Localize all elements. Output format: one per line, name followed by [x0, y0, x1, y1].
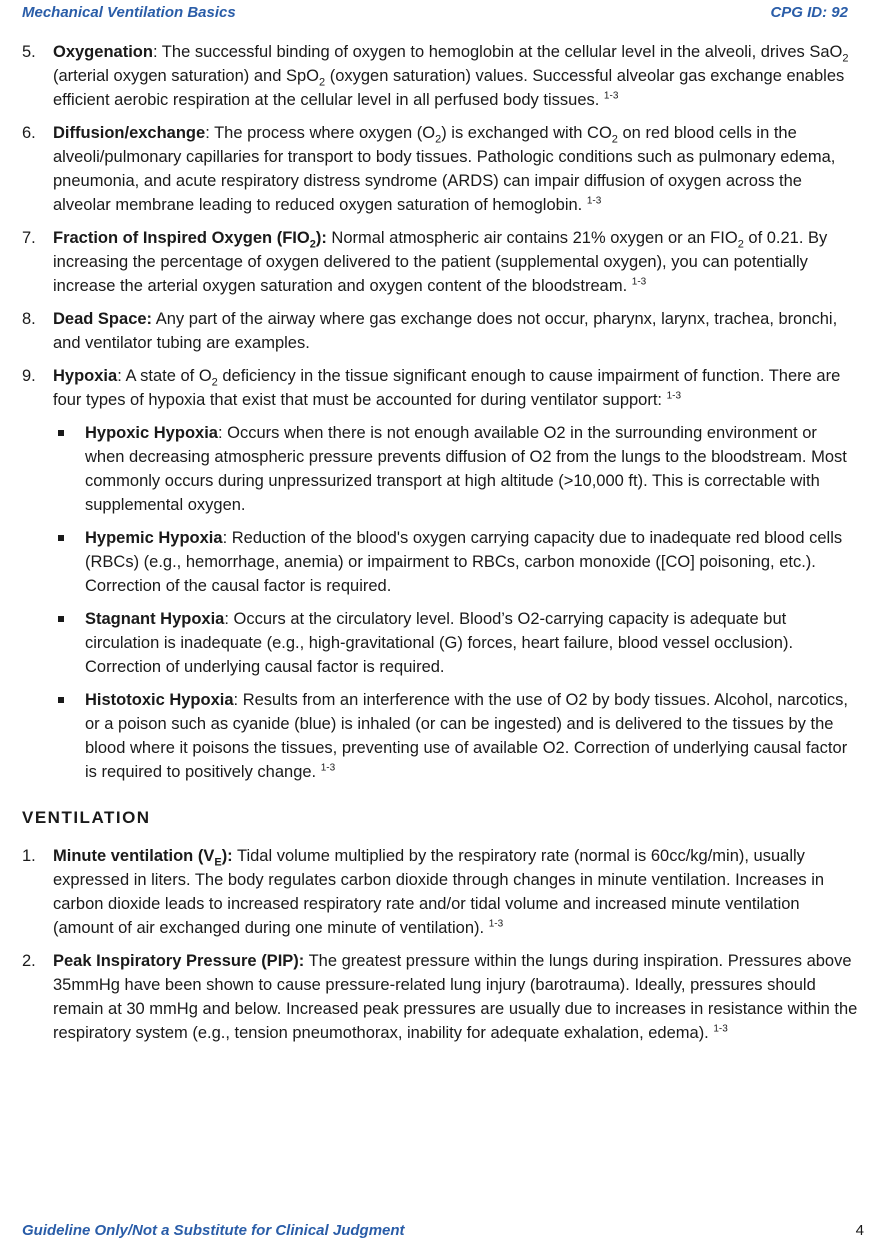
item-number: 6. — [22, 124, 36, 142]
item-number: 9. — [22, 367, 36, 385]
item-text: Oxygenation: The successful binding of oxygen to hemoglobin at the cellular level in the alveoli, drives SaO$_2$ (arterial oxygen saturation) and SpO$_2$ (oxygen saturation) values. Successful alveolar gas exchange enables efficient aerobic respiration at the cellular level in all perfused body tissues. $^{1-3}$ — [53, 43, 849, 109]
item-number: 2. — [22, 952, 36, 970]
bullet-item: Hypemic Hypoxia: Reduction of the blood's oxygen carrying capacity due to inadequate red blood cells (RBCs) (e.g., hemorrhage, anemia) or impairment to RBCs, carbon monoxide ([CO] poisoning, etc.). Correction of the causal factor is required. — [53, 526, 858, 598]
header-title: Mechanical Ventilation Basics — [22, 4, 236, 21]
item-term: Minute ventilation $(V_E)$: — [53, 847, 233, 869]
bullet-square-icon — [58, 535, 64, 541]
list-item — [22, 121, 858, 217]
item-text: Dead Space: Any part of the airway where gas exchange does not occur, pharynx, larynx, trachea, bronchi, and ventilator tubing are examples. — [53, 310, 838, 352]
list-item — [22, 40, 858, 112]
bullet-square-icon — [58, 616, 64, 622]
item-term: Peak Inspiratory Pressure (PIP): — [53, 952, 305, 970]
item-term: Oxygenation — [53, 43, 153, 61]
hypoxia-types-list — [53, 421, 858, 784]
section-title-ventilation: VENTILATION — [22, 808, 151, 827]
item-term: Dead Space: — [53, 310, 153, 328]
bullet-item: Histotoxic Hypoxia: Results from an interference with the use of O2 by body tissues. Alcohol, narcotics, or a poison such as cyanide (blue) is inhaled (or can be ingested) and is delivered to the tissues by the blood where it poisons the tissues, preventing use of available O2. Correction of underlying causal factor is required to positively change. $^{1-3}$ — [53, 688, 858, 784]
item-number: 1. — [22, 847, 36, 865]
item-text: Diffusion/exchange: The process where oxygen $(O_2)$ is exchanged with $CO_2$ on red blood cells in the alveoli/pulmonary capillaries for transport to body tissues. Pathologic conditions such as pulmonary edema, pneumonia, and acute respiratory distress syndrome (ARDS) can impair diffusion of oxygen across the alveolar membrane leading to reduced oxygen saturation of hemoglobin. $^{1-3}$ — [53, 124, 836, 214]
item-term: Diffusion/exchange — [53, 124, 206, 142]
definitions-list — [22, 40, 858, 784]
bullet-term: Hypemic Hypoxia — [85, 529, 223, 547]
list-item — [22, 364, 858, 784]
bullet-item: Hypoxic Hypoxia: Occurs when there is not enough available O2 in the surrounding environment or when decreasing atmospheric pressure prevents diffusion of O2 from the lungs to the bloodstream. Most commonly occurs during unpressurized transport at high altitude (>10,000 ft). This is correctable with supplemental oxygen. — [53, 421, 858, 517]
page-footer — [22, 1222, 864, 1244]
footer-note: Guideline Only/Not a Substitute for Clinical Judgment — [22, 1222, 405, 1239]
bullet-square-icon — [58, 430, 64, 436]
bullet-term: Stagnant Hypoxia — [85, 610, 225, 628]
list-item — [22, 844, 858, 940]
bullet-term: Hypoxic Hypoxia — [85, 424, 218, 442]
list-item — [22, 307, 858, 355]
item-term: Fraction of Inspired Oxygen $(FIO_2)$: — [53, 229, 327, 251]
header-cpg-id: CPG ID: 92 — [770, 4, 848, 21]
item-text: Hypoxia: A state of $O_2$ deficiency in the tissue significant enough to cause impairment of function. There are four types of hypoxia that exist that must be accounted for during ventilator support: $^{1-3}$ — [53, 367, 841, 409]
page-content — [22, 40, 858, 1054]
item-number: 7. — [22, 229, 36, 247]
list-item — [22, 949, 858, 1045]
item-text: Fraction of Inspired Oxygen $(FIO_2)$: Normal atmospheric air contains 21% oxygen or an $FIO_2$ of 0.21. By increasing the percentage of oxygen delivered to the patient (supplemental oxygen), you can potentially increase the arterial oxygen saturation and oxygen content of the bloodstream. $^{1-3}$ — [53, 229, 828, 295]
page-header — [22, 4, 848, 24]
item-text: Minute ventilation $(V_E)$: Tidal volume multiplied by the respiratory rate (normal is 60cc/kg/min), usually expressed in liters. The body regulates carbon dioxide through changes in minute ventilation. Increases in carbon dioxide leads to increased respiratory rate and/or tidal volume and increased minute ventilation (amount of air exchanged during one minute of ventilation). $^{1-3}$ — [53, 847, 825, 937]
list-item — [22, 226, 858, 298]
item-term: Hypoxia — [53, 367, 118, 385]
ventilation-list — [22, 844, 858, 1045]
bullet-item: Stagnant Hypoxia: Occurs at the circulatory level. Blood’s O2-carrying capacity is adequate but circulation is inadequate (e.g., high-gravitational (G) forces, heart failure, blood vessel occlusion). Correction of underlying causal factor is required. — [53, 607, 858, 679]
page-number: 4 — [855, 1222, 864, 1239]
item-number: 8. — [22, 310, 36, 328]
bullet-square-icon — [58, 697, 64, 703]
item-text: Peak Inspiratory Pressure (PIP): The greatest pressure within the lungs during inspiration. Pressures above 35mmHg have been shown to cause pressure-related lung injury (barotrauma). Ideally, pressures should remain at 30 mmHg and below. Increased peak pressures are usually due to increases in resistance within the respiratory system (e.g., tension pneumothorax, inability for adequate exhalation, edema). $^{1-3}$ — [53, 952, 858, 1042]
item-number: 5. — [22, 43, 36, 61]
bullet-term: Histotoxic Hypoxia — [85, 691, 234, 709]
